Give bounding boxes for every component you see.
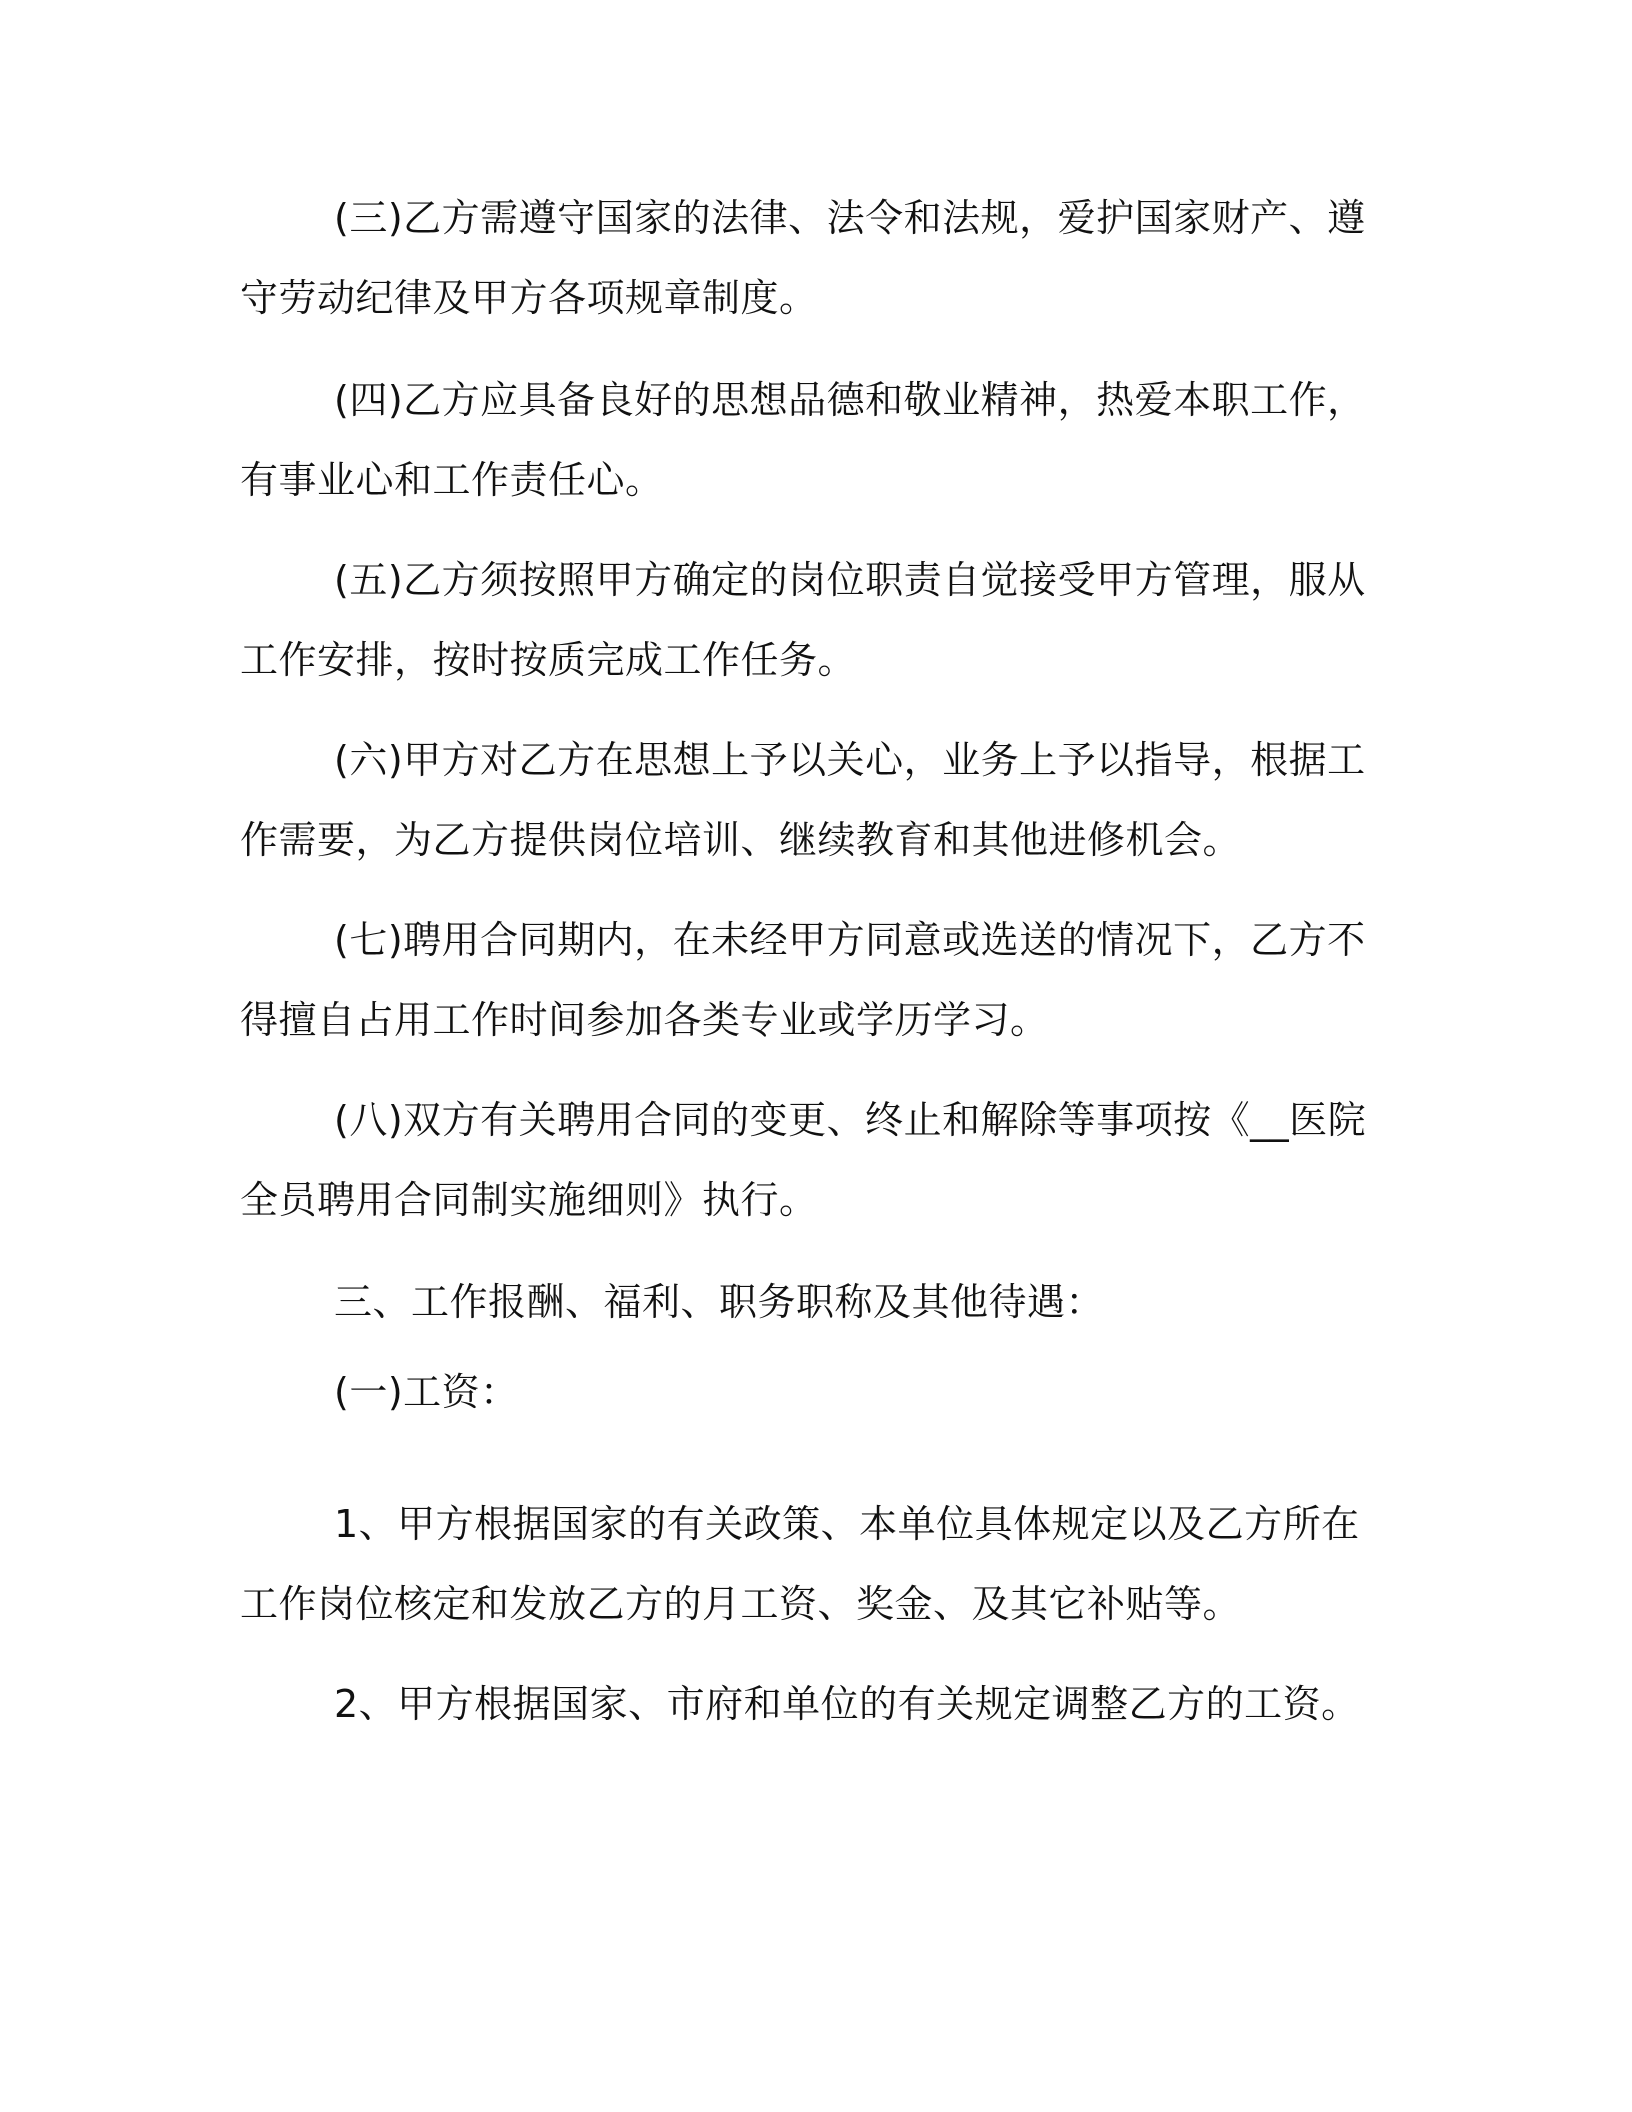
salary-item-2: 2、甲方根据国家、市府和单位的有关规定调整乙方的工资。: [334, 1682, 1360, 1726]
subsection-salary-heading: (一)工资：: [334, 1370, 519, 1414]
salary-item-1: 1、甲方根据国家的有关政策、本单位具体规定以及乙方所在工作岗位核定和发放乙方的月工资、奖金、及其它补贴等。: [240, 1502, 1360, 1626]
section-3-heading: 三、工作报酬、福利、职务职称及其他待遇：: [334, 1280, 1105, 1324]
clause-4-ethics: (四)乙方应具备良好的思想品德和敬业精神，热爱本职工作，有事业心和工作责任心。: [240, 378, 1366, 502]
clause-6-training: (六)甲方对乙方在思想上予以关心，业务上予以指导，根据工作需要，为乙方提供岗位培训、继续教育和其他进修机会。: [240, 738, 1366, 862]
clause-8-contract-changes: (八)双方有关聘用合同的变更、终止和解除等事项按《__医院全员聘用合同制实施细则》执行。: [240, 1098, 1367, 1222]
clause-5-management: (五)乙方须按照甲方确定的岗位职责自觉接受甲方管理，服从工作安排，按时按质完成工作任务。: [240, 558, 1366, 682]
clause-7-study-restriction: (七)聘用合同期内，在未经甲方同意或选送的情况下，乙方不得擅自占用工作时间参加各类专业或学历学习。: [240, 918, 1366, 1042]
clause-3-compliance: (三)乙方需遵守国家的法律、法令和法规，爱护国家财产、遵守劳动纪律及甲方各项规章制度。: [240, 196, 1366, 320]
